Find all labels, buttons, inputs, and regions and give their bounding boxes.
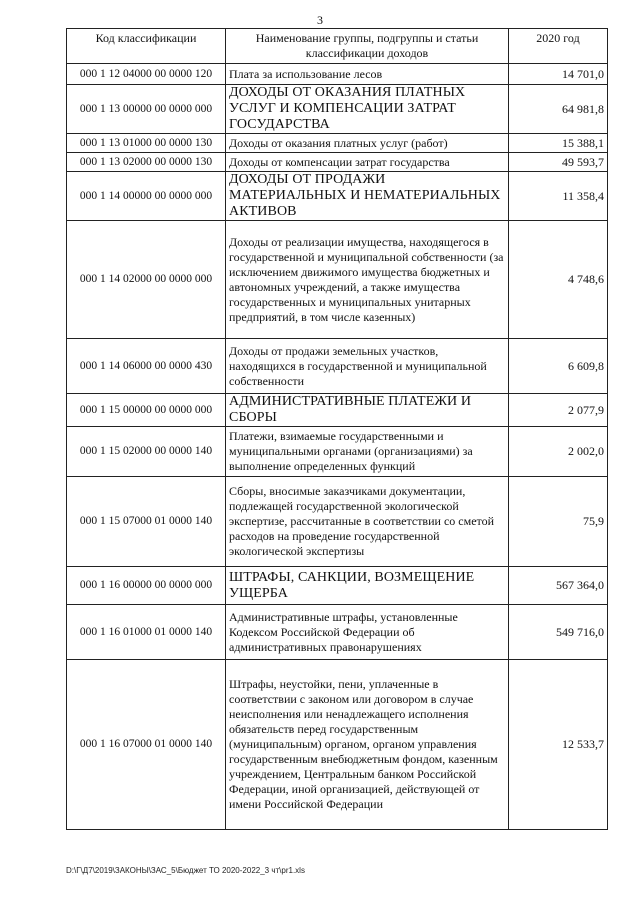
table-row: [67, 172, 608, 221]
row-name: Доходы от компенсации затрат государства: [226, 153, 509, 172]
row-amount: 4 748,6: [509, 221, 608, 339]
table-row: [67, 85, 608, 134]
row-code: 000 1 14 02000 00 0000 000: [67, 221, 226, 339]
file-path-footer: D:\Г\Д7\2019\ЗАКОНЫ\ЗАС_5\Бюджет ТО 2020-2022_3 чт\pr1.xls: [66, 866, 305, 875]
row-amount: 567 364,0: [509, 567, 608, 605]
row-amount: 549 716,0: [509, 605, 608, 660]
table-row: [67, 605, 608, 660]
row-code: 000 1 16 01000 01 0000 140: [67, 605, 226, 660]
page-number: 3: [317, 13, 323, 27]
table-row: [67, 567, 608, 605]
row-code: 000 1 14 00000 00 0000 000: [67, 172, 226, 221]
table-row: [67, 339, 608, 394]
row-code: 000 1 13 01000 00 0000 130: [67, 134, 226, 153]
header-code: Код классификации: [67, 29, 226, 64]
row-amount: 2 002,0: [509, 427, 608, 477]
row-name: ШТРАФЫ, САНКЦИИ, ВОЗМЕЩЕНИЕ УЩЕРБА: [226, 567, 509, 605]
header-year: 2020 год: [509, 29, 608, 64]
table-row: [67, 427, 608, 477]
row-code: 000 1 13 02000 00 0000 130: [67, 153, 226, 172]
row-amount: 75,9: [509, 477, 608, 567]
revenue-table: [66, 28, 608, 830]
table-row: [67, 153, 608, 172]
row-name: ДОХОДЫ ОТ ПРОДАЖИ МАТЕРИАЛЬНЫХ И НЕМАТЕРИАЛЬНЫХ АКТИВОВ: [226, 172, 509, 221]
row-amount: 14 701,0: [509, 64, 608, 85]
row-code: 000 1 16 00000 00 0000 000: [67, 567, 226, 605]
row-name: Доходы от продажи земельных участков, находящихся в государственной и муниципальной собственности: [226, 339, 509, 394]
row-amount: 49 593,7: [509, 153, 608, 172]
row-name: АДМИНИСТРАТИВНЫЕ ПЛАТЕЖИ И СБОРЫ: [226, 394, 509, 427]
row-amount: 12 533,7: [509, 660, 608, 830]
row-code: 000 1 15 07000 01 0000 140: [67, 477, 226, 567]
table-row: [67, 221, 608, 339]
row-name: Административные штрафы, установленные Кодексом Российской Федерации об административных правонарушениях: [226, 605, 509, 660]
row-name: Платежи, взимаемые государственными и муниципальными органами (организациями) за выполнение определенных функций: [226, 427, 509, 477]
row-code: 000 1 15 00000 00 0000 000: [67, 394, 226, 427]
row-code: 000 1 14 06000 00 0000 430: [67, 339, 226, 394]
table-row: [67, 660, 608, 830]
row-code: 000 1 15 02000 00 0000 140: [67, 427, 226, 477]
row-name: Доходы от реализации имущества, находящегося в государственной и муниципальной собственности (за исключением движимого имущества бюджетных и автономных учреждений, а также имущества государственных и муниципальных унитарных предприятий, в том числе казенных): [226, 221, 509, 339]
row-amount: 2 077,9: [509, 394, 608, 427]
table-row: [67, 134, 608, 153]
row-amount: 11 358,4: [509, 172, 608, 221]
row-name: Плата за использование лесов: [226, 64, 509, 85]
row-amount: 15 388,1: [509, 134, 608, 153]
table-row: [67, 477, 608, 567]
row-name: Штрафы, неустойки, пени, уплаченные в соответствии с законом или договором в случае неисполнения или ненадлежащего исполнения обязательств перед государственным (муниципальным) органом, органом управления государственным внебюджетным фондом, казенным учреждением, Центральным банком Российской Федерации, иной организацией, действующей от имени Российской Федерации: [226, 660, 509, 830]
table-header: [67, 29, 608, 64]
row-name: Доходы от оказания платных услуг (работ): [226, 134, 509, 153]
row-code: 000 1 13 00000 00 0000 000: [67, 85, 226, 134]
header-name: Наименование группы, подгруппы и статьи классификации доходов: [226, 29, 509, 64]
table-row: [67, 394, 608, 427]
row-name: ДОХОДЫ ОТ ОКАЗАНИЯ ПЛАТНЫХ УСЛУГ И КОМПЕНСАЦИИ ЗАТРАТ ГОСУДАРСТВА: [226, 85, 509, 134]
row-amount: 64 981,8: [509, 85, 608, 134]
row-amount: 6 609,8: [509, 339, 608, 394]
row-code: 000 1 12 04000 00 0000 120: [67, 64, 226, 85]
table-row: [67, 64, 608, 85]
row-code: 000 1 16 07000 01 0000 140: [67, 660, 226, 830]
row-name: Сборы, вносимые заказчиками документации, подлежащей государственной экологической экспертизе, рассчитанные в соответствии со сметой расходов на проведение государственной экологической экспертизы: [226, 477, 509, 567]
